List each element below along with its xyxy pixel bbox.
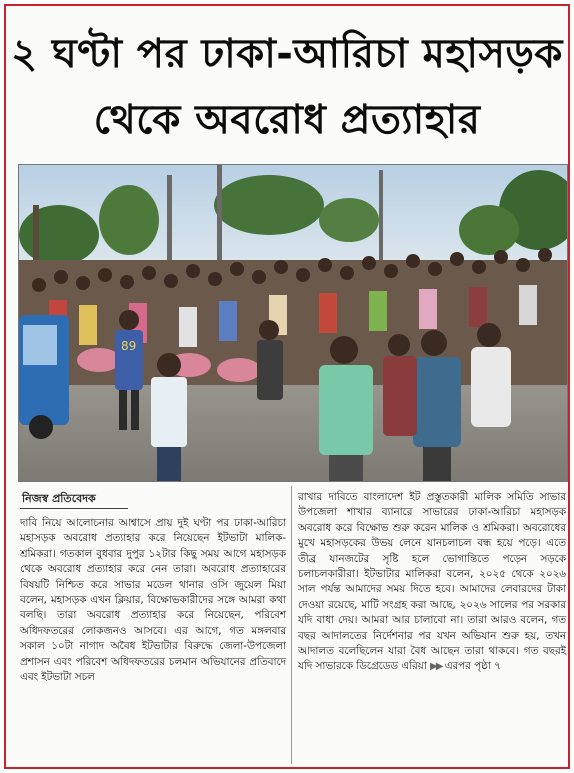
headline-line-1: ২ ঘণ্টা পর ঢাকা-আরিচা মহাসড়ক bbox=[11, 31, 563, 77]
column-divider bbox=[291, 486, 292, 764]
right-column-text: রাখার দাবিতে বাংলাদেশ ইট প্রস্তুতকারী মালিক সমিতি সাভার উপজেলা শাখার ব্যানারে সাভারের ঢাকা-আরিচা মহাসড়ক অবরোধ করে বিক্ষোভ শুরু করেন মালিক ও শ্রমিকরা। অবরোধের মুখে মহাসড়কের উভয় লেনে যানচলাচল বন্ধ হয়ে পড়ে। এতে তীব্র যানজটের সৃষ্টি হলে ভোগান্তিতে পড়েন সড়কে চলাচলকারীরা। ইটভাটার মালিকরা বলেন, ২০২৫ থেকে ২০২৬ সাল পর্যন্ত আমাদের সময় দিতে হবে। আমাদের লেবারদের টাকা দেওয়া রয়েছে, মাটি সংগ্রহ করা আছে, ২০২৬ সালের পর সরকার যদি বাধা দেয়। আমরা আর চালাবো না। তারা আরও বলেন, গত বছর আদালতের নির্দেশনার পর যখন অভিযান শুরু হয়, তখন আদালত বলেছিলেন যারা বৈধ আছেন তারা থাকবে। গত বছরই যদি সাভারকে ডিগ্রেডেড এরিয়া bbox=[298, 491, 566, 673]
continuation-arrow-icon: ▶▶ bbox=[430, 661, 442, 673]
article-column-right bbox=[298, 490, 566, 675]
byline-rule bbox=[20, 508, 128, 509]
article-column-left: দাবি নিয়ে আলোচনার আশ্বাসে প্রায় দুই ঘণ্টা পর ঢাকা-আরিচা মহাসড়ক অবরোধ প্রত্যাহার করে নিয়েছেন ইটভাটা মালিক-শ্রমিকরা। গতকাল বুধবার দুপুর ১২টার কিছু সময় আগে মহাসড়ক থেকে অবরোধ প্রত্যাহার করে নেন তারা। অবরোধ প্রত্যাহারের বিষয়টি নিশ্চিত করে সাভার মডেল থানার ওসি জুয়েল মিয়া বলেন, মহাসড়ক এখন ক্লিয়ার, বিক্ষোভকারীদের সঙ্গে আমরা কথা বলছি। তারা অবরোধ প্রত্যাহার করে নিয়েছেন, পরিবেশ অধিদফতরের লোকজনও আসবে। এর আগে, গত মঙ্গলবার সকাল ১০টা নাগাদ অবৈধ ইটভাটার বিরুদ্ধে জেলা-উপজেলা প্রশাসন এবং পরিবেশ অধিদফতরের চলমান অভিযানের প্রতিবাদে এবং ইটভাটা সচল bbox=[20, 517, 286, 684]
blue-vehicle bbox=[19, 315, 69, 439]
news-clipping bbox=[4, 4, 570, 769]
protest-crowd-photo bbox=[18, 164, 568, 482]
byline: নিজস্ব প্রতিবেদক bbox=[22, 492, 96, 505]
jersey-number: 89 bbox=[121, 339, 137, 353]
protest-photo-illustration bbox=[19, 165, 567, 481]
continuation-link[interactable]: এরপর পৃষ্ঠা ৭ bbox=[444, 660, 501, 673]
headline-line-2: থেকে অবরোধ প্রত্যাহার bbox=[93, 97, 481, 143]
